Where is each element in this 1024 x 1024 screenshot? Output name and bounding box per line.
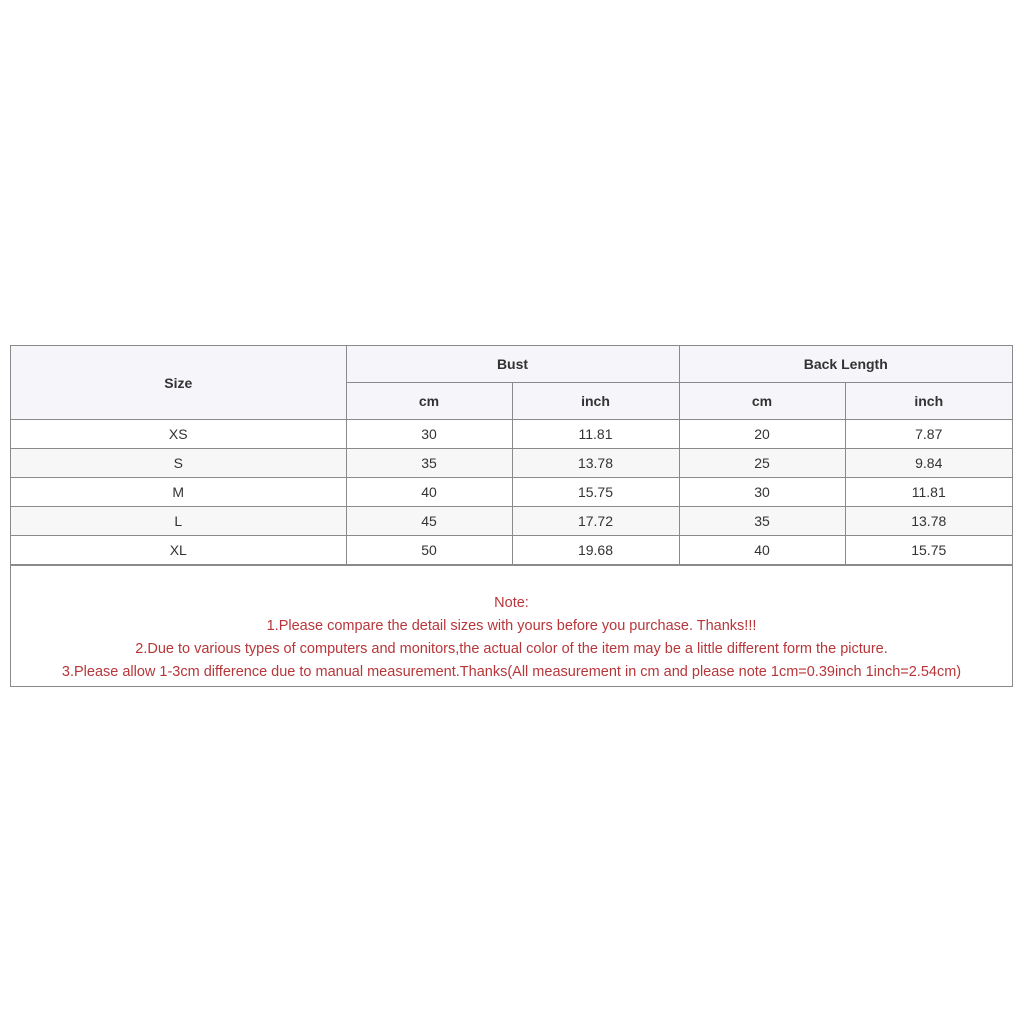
note-line: 2.Due to various types of computers and monitors,the actual color of the item may be a little different form the picture. (135, 641, 888, 657)
cell-bust-cm: 50 (346, 536, 512, 565)
header-row-top (11, 346, 1012, 383)
cell-bust-inch: 15.75 (512, 478, 679, 507)
header-back-length: Back Length (679, 346, 1012, 383)
cell-back-inch: 11.81 (845, 478, 1012, 507)
cell-back-cm: 25 (679, 449, 845, 478)
header-bust-cm: cm (346, 383, 512, 420)
cell-size: XL (11, 536, 346, 565)
cell-bust-cm: 35 (346, 449, 512, 478)
size-table (11, 346, 1012, 565)
note-line: 3.Please allow 1-3cm difference due to manual measurement.Thanks(All measurement in cm and please note 1cm=0.39inch 1inch=2.54cm) (61, 664, 962, 680)
notes-title: Note: (494, 595, 529, 611)
cell-bust-inch: 19.68 (512, 536, 679, 565)
notes-section (11, 565, 1012, 686)
header-bust: Bust (346, 346, 679, 383)
cell-bust-cm: 30 (346, 420, 512, 449)
cell-back-inch: 15.75 (845, 536, 1012, 565)
table-row (11, 507, 1012, 536)
cell-size: XS (11, 420, 346, 449)
table-row (11, 536, 1012, 565)
header-size: Size (11, 346, 346, 420)
cell-size: L (11, 507, 346, 536)
cell-bust-inch: 13.78 (512, 449, 679, 478)
cell-back-cm: 35 (679, 507, 845, 536)
cell-size: S (11, 449, 346, 478)
header-back-inch: inch (845, 383, 1012, 420)
table-row (11, 478, 1012, 507)
cell-back-inch: 13.78 (845, 507, 1012, 536)
cell-bust-cm: 40 (346, 478, 512, 507)
cell-back-cm: 40 (679, 536, 845, 565)
cell-back-cm: 30 (679, 478, 845, 507)
table-row (11, 420, 1012, 449)
header-back-cm: cm (679, 383, 845, 420)
cell-bust-cm: 45 (346, 507, 512, 536)
cell-back-cm: 20 (679, 420, 845, 449)
table-row (11, 449, 1012, 478)
note-line: 1.Please compare the detail sizes with yours before you purchase. Thanks!!! (266, 618, 757, 634)
cell-size: M (11, 478, 346, 507)
header-bust-inch: inch (512, 383, 679, 420)
size-chart (10, 345, 1013, 687)
cell-bust-inch: 11.81 (512, 420, 679, 449)
cell-bust-inch: 17.72 (512, 507, 679, 536)
cell-back-inch: 7.87 (845, 420, 1012, 449)
cell-back-inch: 9.84 (845, 449, 1012, 478)
